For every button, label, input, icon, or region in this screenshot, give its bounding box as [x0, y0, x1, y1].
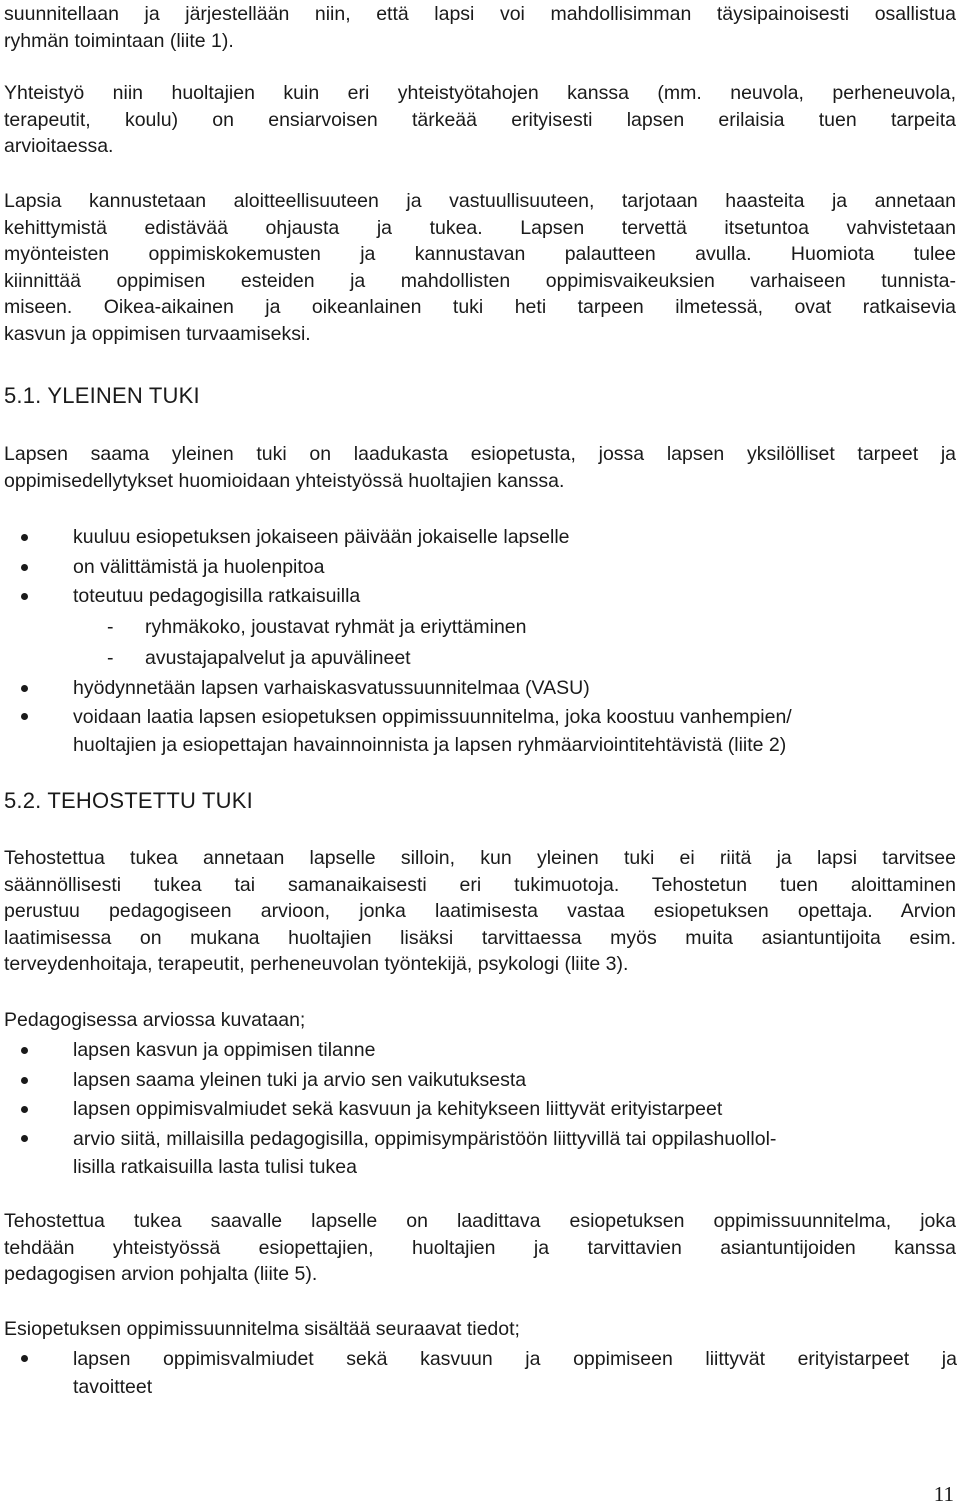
bullet-icon [21, 1077, 28, 1084]
list-item-text: huoltajien ja esiopettajan havainnoinnista ja lapsen ryhmäarviointitehtävistä (liite 2) [73, 734, 787, 756]
text-line: oppimisedellytykset huomioidaan yhteistyössä huoltajien kanssa. [4, 469, 565, 492]
list-item [0, 1036, 960, 1066]
list-item-text: lapsen oppimisvalmiudet sekä kasvuun ja oppimiseen liittyvät erityistarpeet ja [73, 1348, 957, 1370]
paragraph-assessment-intro [4, 1007, 956, 1034]
text-line: Yhteistyö niin huoltajien kuin eri yhteistyötahojen kanssa (mm. neuvola, perheneuvola, [4, 82, 956, 104]
text-line: Lapsen saama yleinen tuki on laadukasta esiopetusta, jossa lapsen yksilölliset tarpeet ja [4, 443, 956, 465]
list-item-text: tavoitteet [73, 1376, 153, 1398]
text-line: ryhmän toimintaan (liite 1). [4, 29, 234, 52]
list-item [0, 1066, 960, 1096]
list-item [0, 582, 960, 612]
section-heading-intensified-support: 5.2. TEHOSTETTU TUKI [4, 788, 253, 813]
sub-list-item [0, 612, 960, 643]
text-line: pedagogisen arvion pohjalta (liite 5). [4, 1263, 318, 1286]
text-line: kiinnittää oppimisen esteiden ja mahdollisten oppimisvaikeuksien varhaiseen tunnista- [4, 269, 956, 292]
list-item-text: lisilla ratkaisuilla lasta tulisi tukea [73, 1155, 357, 1178]
bullet-icon [21, 1106, 28, 1113]
text-line: kehittymistä edistävää ohjausta ja tukea. Lapsen tervettä itsetuntoa vahvistetaan [4, 216, 956, 239]
bullet-icon [21, 534, 28, 541]
paragraph-plan-contents [4, 1316, 956, 1343]
list-item-text: voidaan laatia lapsen esiopetuksen oppimissuunnitelma, joka koostuu vanhempien/ [73, 706, 792, 728]
text-line: laatimisessa on mukana huoltajien lisäksi tarvittaessa myös muita asiantuntijoita esim. [4, 926, 956, 949]
list-item [0, 1345, 960, 1401]
paragraph-learning-plan [4, 1208, 956, 1288]
bullet-icon [21, 564, 28, 571]
sub-list-item [0, 643, 960, 674]
sub-list-item-text: ryhmäkoko, joustavat ryhmät ja eriyttäminen [145, 615, 527, 638]
text-line: terapeutit, koulu) on ensiarvoisen tärkeää erityisesti lapsen erilaisia tuen tarpeita [4, 108, 956, 131]
list-item-text: kuuluu esiopetuksen jokaiseen päivään jokaiselle lapselle [73, 526, 570, 548]
dash-marker: - [107, 615, 114, 638]
paragraph-intro [4, 1, 956, 54]
general-support-list [0, 523, 960, 759]
text-line: arvioitaessa. [4, 135, 114, 158]
text-line: myönteisten oppimiskokemusten ja kannustavan palautteen avulla. Huomiota tulee [4, 243, 956, 266]
assessment-list [0, 1036, 960, 1181]
paragraph-intensified-support [4, 845, 956, 978]
text-line: tehdään yhteistyössä esiopettajien, huoltajien ja tarvittavien asiantuntijoiden kanssa [4, 1236, 956, 1259]
text-line: säännöllisesti tukea tai samanaikaisesti eri tukimuotoja. Tehostetun tuen aloittaminen [4, 873, 956, 896]
text-line: perustuu pedagogiseen arvioon, jonka laatimisesta vastaa esiopetuksen opettaja. Arvion [4, 900, 956, 923]
list-item [0, 674, 960, 704]
bullet-icon [21, 685, 28, 692]
plan-contents-list [0, 1345, 960, 1401]
list-item-text: arvio siitä, millaisilla pedagogisilla, oppimisympäristöön liittyvillä tai oppilashuollol- [73, 1127, 777, 1150]
page-number: 11 [933, 1482, 954, 1506]
text-line: suunnitellaan ja järjestellään niin, että lapsi voi mahdollisimman täysipainoisesti osallistua [4, 3, 956, 25]
list-item [0, 1125, 960, 1181]
text-line: Lapsia kannustetaan aloitteellisuuteen ja vastuullisuuteen, tarjotaan haasteita ja annetaan [4, 190, 956, 212]
paragraph-cooperation [4, 80, 956, 160]
section-heading-general-support: 5.1. YLEINEN TUKI [4, 383, 200, 408]
bullet-icon [21, 713, 28, 720]
bullet-icon [21, 1047, 28, 1054]
list-item [0, 523, 960, 553]
list-item-text: lapsen saama yleinen tuki ja arvio sen vaikutuksesta [73, 1068, 527, 1091]
paragraph-encouragement [4, 188, 956, 348]
text-line: terveydenhoitaja, terapeutit, perheneuvolan työntekijä, psykologi (liite 3). [4, 953, 629, 976]
list-item-text: on välittämistä ja huolenpitoa [73, 555, 325, 578]
list-item-text: lapsen kasvun ja oppimisen tilanne [73, 1039, 376, 1061]
dash-marker: - [107, 646, 114, 669]
list-item-text: toteutuu pedagogisilla ratkaisuilla [73, 585, 361, 607]
text-line: Tehostettua tukea annetaan lapselle silloin, kun yleinen tuki ei riitä ja lapsi tarvitsee [4, 847, 956, 869]
text-line: kasvun ja oppimisen turvaamiseksi. [4, 322, 311, 345]
list-item-text: hyödynnetään lapsen varhaiskasvatussuunnitelmaa (VASU) [73, 676, 590, 699]
list-item-text: lapsen oppimisvalmiudet sekä kasvuun ja kehitykseen liittyvät erityistarpeet [73, 1098, 723, 1120]
text-line: Pedagogisessa arviossa kuvataan; [4, 1009, 306, 1031]
bullet-icon [21, 1135, 28, 1142]
bullet-icon [21, 593, 28, 600]
list-item [0, 553, 960, 583]
text-line: Esiopetuksen oppimissuunnitelma sisältää seuraavat tiedot; [4, 1318, 520, 1340]
text-line: Tehostettua tukea saavalle lapselle on laadittava esiopetuksen oppimissuunnitelma, joka [4, 1210, 956, 1232]
sub-list-item-text: avustajapalvelut ja apuvälineet [145, 646, 411, 669]
list-item [0, 1095, 960, 1125]
text-line: miseen. Oikea-aikainen ja oikeanlainen tuki heti tarpeen ilmetessä, ovat ratkaisevia [4, 296, 956, 319]
list-item [0, 703, 960, 759]
bullet-icon [21, 1355, 28, 1362]
paragraph-general-support [4, 441, 956, 494]
